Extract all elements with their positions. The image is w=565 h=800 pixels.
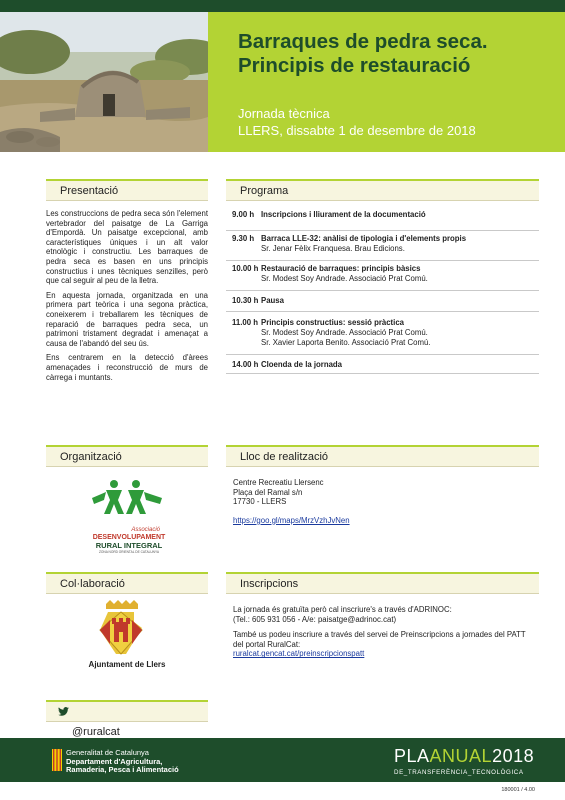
gov-line: Generalitat de Catalunya [66, 748, 149, 757]
adrinoc-logo [84, 478, 174, 554]
ruralcat-link[interactable]: ruralcat.gencat.cat/preinscripcionspatt [233, 649, 365, 659]
venue-address: Plaça del Ramal s/n [233, 487, 303, 497]
program-title: Pausa [261, 296, 284, 305]
program-row [226, 234, 539, 261]
inscripcions-heading-text: Inscripcions [240, 578, 299, 590]
program-row [226, 264, 539, 291]
event-title [238, 30, 558, 78]
program-time: 9.00 h [232, 210, 255, 219]
hero-photo [0, 12, 208, 152]
social-bar [46, 700, 208, 738]
presentacio-paragraph: Ens centrarem en la detecció d'àrees amenaçades i reconstrucció de murs de càrrega i muntants. [46, 353, 208, 382]
plan-anual-logo [394, 746, 534, 766]
generalitat-logo-icon [52, 749, 62, 771]
program-title: Restauració de barraques: principis bàsics [261, 264, 421, 273]
presentacio-paragraph: Les construccions de pedra seca són l'element vertebrador del paisatge de La Garriga d'Empordà. Un paisatge excepcional, amb característiques úniques i un alt valor etnològic i constructiu. Les barraques de pedra seca es basen en uns principis constructius i unes tècniques senzilles, però que cal seguir al peu de la lletra. [46, 209, 208, 286]
coat-of-arms-icon [96, 600, 146, 656]
venue-name: Centre Recreatiu Llersenc [233, 478, 324, 487]
twitter-icon [58, 707, 69, 716]
program-speaker: Sr. Modest Soy Andrade. Associació Prat Comú. [261, 274, 428, 283]
logo-text: Associació [131, 527, 160, 533]
title-line-2: Principis de restauració [238, 54, 471, 77]
inscripcions-body [233, 605, 538, 659]
lloc-heading-text: Lloc de realització [240, 451, 329, 463]
organitzacio-heading [46, 445, 208, 467]
department-name [66, 749, 179, 775]
program-title: Barraca LLE-32: anàlisi de tipologia i d'elements propis [261, 234, 467, 243]
footer-bottom [0, 782, 565, 800]
inscripcions-text: La jornada és gratuïta però cal inscriure's a través d'ADRINOC: [233, 605, 452, 614]
program-title: Principis constructius: sessió pràctica [261, 318, 404, 327]
logo-text: ZONA NORD ORIENTAL DE CATALUNYA [98, 550, 160, 554]
organitzacio-heading-text: Organització [60, 451, 122, 463]
program-time: 11.00 h [232, 318, 259, 327]
event-subtitle [238, 105, 476, 139]
program-time: 14.00 h [232, 360, 259, 369]
document-code: 180001 / 4.00 [501, 787, 535, 793]
program-time: 10.30 h [232, 296, 259, 305]
plan-text: ANUAL [429, 746, 493, 766]
gov-line: Departament d'Agricultura, [66, 756, 163, 766]
lloc-body [233, 478, 533, 525]
plan-text: PLA [394, 746, 430, 766]
venue-city: 17730 - LLERS [233, 497, 287, 507]
program-speaker: Sr. Jenar Fèlix Franquesa. Brau Edicions. [261, 244, 405, 253]
program-row [226, 210, 539, 231]
program-speaker: Sr. Modest Soy Andrade. Associació Prat Comú. [261, 328, 428, 337]
lloc-heading [226, 445, 539, 467]
twitter-handle: @ruralcat [72, 726, 120, 738]
programa-heading [226, 179, 539, 201]
plan-year: 2018 [492, 746, 535, 766]
adrinoc-figures-icon [84, 478, 174, 522]
presentacio-paragraph: En aquesta jornada, organitzada en una primera part teòrica i una segona pràctica, coneixerem i treballarem les tècniques de reparació de barraques pedra seca, un patrimoni tristament degradat i amenaçat a causa de l'abandó del seu ús. [46, 290, 208, 348]
program-row [226, 360, 539, 374]
inscripcions-text: També us podeu inscriure a través del servei de Preinscripcions a jornades del PATT del portal RuralCat: [233, 630, 526, 649]
twitter-link[interactable] [46, 702, 208, 742]
program-speaker: Sr. Xavier Laporta Benito. Associació Prat Comú. [261, 338, 431, 347]
presentacio-heading [46, 179, 208, 201]
map-link[interactable]: https://goo.gl/maps/MrzVzhJvNen [233, 515, 350, 525]
presentacio-heading-text: Presentació [60, 185, 119, 197]
logo-text: RURAL INTEGRAL [95, 541, 163, 550]
subtitle-line-2: LLERS, dissabte 1 de desembre de 2018 [238, 123, 476, 138]
program-title: Cloenda de la jornada [261, 360, 343, 369]
program-title: Inscripcions i lliurament de la documentació [261, 210, 426, 219]
program-row [226, 318, 539, 355]
subtitle-line-1: Jornada tècnica [238, 106, 330, 121]
programa-heading-text: Programa [240, 185, 289, 197]
llers-coat-of-arms [96, 600, 146, 656]
gov-line: Ramaderia, Pesca i Alimentació [66, 765, 179, 774]
inscripcions-contact: (Tel.: 605 931 056 - A/e: paisatge@adrinoc.cat) [233, 614, 397, 624]
logo-text: DESENVOLUPAMENT [92, 534, 166, 541]
hero-band [208, 12, 565, 152]
collaboracio-heading [46, 572, 208, 594]
plan-subtitle: DE_TRANSFERÈNCIA_TECNOLÒGICA [394, 769, 524, 776]
collaboracio-heading-text: Col·laboració [60, 578, 125, 590]
collaborator-caption: Ajuntament de Llers [88, 660, 166, 669]
inscripcions-heading [226, 572, 539, 594]
title-line-1: Barraques de pedra seca. [238, 30, 488, 53]
program-time: 9.30 h [232, 234, 255, 243]
program-time: 10.00 h [232, 264, 259, 273]
top-bar [0, 0, 565, 12]
presentacio-body [46, 209, 208, 382]
program-row [226, 296, 539, 312]
